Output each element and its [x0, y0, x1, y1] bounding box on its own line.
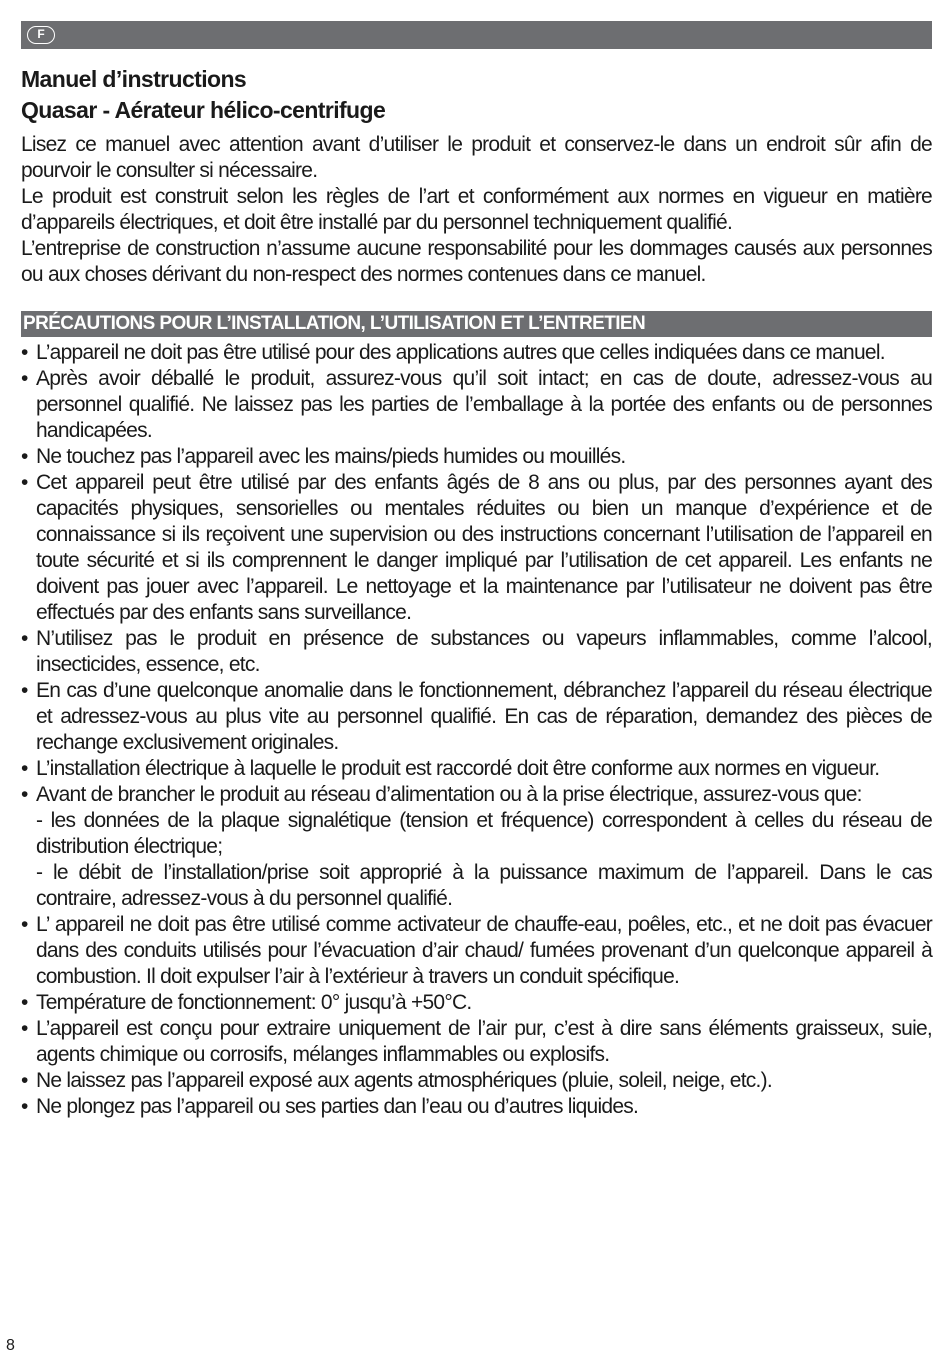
list-item: • L’installation électrique à laquelle le produit est raccordé doit être conforme aux normes en vigueur. [21, 756, 932, 782]
title-line-2: Quasar - Aérateur hélico-centrifuge [21, 97, 386, 123]
list-item: • Ne touchez pas l’appareil avec les mains/pieds humides ou mouillés. [21, 444, 932, 470]
intro-paragraph: Lisez ce manuel avec attention avant d’utiliser le produit et conservez-le dans un endroit sûr afin de pourvoir le consulter si nécessaire. [21, 133, 932, 182]
language-badge: F [27, 26, 55, 44]
list-item: • Après avoir déballé le produit, assurez-vous qu’il soit intact; en cas de doute, adressez-vous au personnel qualifié. Ne laissez pas les parties de l’emballage à la portée des enfants ou de personnes handicapées. [21, 366, 932, 444]
intro-text [21, 132, 932, 288]
title-line-1: Manuel d’instructions [21, 66, 247, 92]
list-item: • En cas d’une quelconque anomalie dans le fonctionnement, débranchez l’appareil du réseau électrique et adressez-vous au plus vite au personnel qualifié. En cas de réparation, demandez des pièces de rechange exclusivement originales. [21, 678, 932, 756]
intro-paragraph: Le produit est construit selon les règles de l’art et conformément aux normes en vigueur en matière d’appareils électriques, et doit être installé par du personnel techniquement qualifié. [21, 185, 932, 234]
list-item: • Cet appareil peut être utilisé par des enfants âgés de 8 ans ou plus, par des personnes ayant des capacités physiques, sensorielles ou mentales réduites ou bien un manque d’expérience et de connaissance si ils reçoivent une supervision ou des instructions concernant l’utilisation de l’appareil en toute sécurité et si ils comprennent le danger impliqué par l’utilisation de cet appareil. Les enfants ne doivent pas jouer avec l’appareil. Le nettoyage et la maintenance par l’utilisateur ne doivent pas être effectués par des enfants sans surveillance. [21, 470, 932, 626]
list-subitem: - les données de la plaque signalétique (tension et fréquence) correspondent à celles du réseau de distribution électrique; [36, 809, 932, 858]
list-item-main: • Avant de brancher le produit au réseau d’alimentation ou à la prise électrique, assurez-vous que: [36, 783, 862, 806]
precautions-list [21, 340, 932, 1120]
list-item: • Température de fonctionnement: 0° jusqu’à +50°C. [21, 990, 932, 1016]
page-number: 8 [6, 1337, 15, 1354]
section-heading: PRÉCAUTIONS POUR L’INSTALLATION, L’UTILISATION ET L’ENTRETIEN [21, 311, 932, 337]
list-item: • L’ appareil ne doit pas être utilisé comme activateur de chauffe-eau, poêles, etc., et ne doit pas évacuer dans des conduits utilisés pour l’évacuation d’air chaud/ fumées provenant d’un quelconque appareil à combustion. Il doit expulser l’air à l’extérieur à travers un conduit spécifique. [21, 912, 932, 990]
list-item: • L’appareil est conçu pour extraire uniquement de l’air pur, c’est à dire sans éléments graisseux, suie, agents chimique ou corrosifs, mélanges inflammables ou explosifs. [21, 1016, 932, 1068]
list-item: • N’utilisez pas le produit en présence de substances ou vapeurs inflammables, comme l’alcool, insecticides, essence, etc. [21, 626, 932, 678]
list-subitem: - le débit de l’installation/prise soit approprié à la puissance maximum de l’appareil. Dans le cas contraire, adressez-vous à du personnel qualifié. [36, 861, 932, 910]
language-header-bar [21, 21, 932, 49]
list-item-power [21, 782, 932, 912]
intro-paragraph: L’entreprise de construction n’assume aucune responsabilité pour les dommages causés aux personnes ou aux choses dérivant du non-respect des normes contenues dans ce manuel. [21, 237, 932, 286]
list-item: • L’appareil ne doit pas être utilisé pour des applications autres que celles indiquées dans ce manuel. [21, 340, 932, 366]
document-title [21, 64, 932, 126]
list-item: • Ne plongez pas l’appareil ou ses parties dan l’eau ou d’autres liquides. [21, 1094, 932, 1120]
list-item: • Ne laissez pas l’appareil exposé aux agents atmosphériques (pluie, soleil, neige, etc.). [21, 1068, 932, 1094]
manual-content [21, 64, 932, 1120]
